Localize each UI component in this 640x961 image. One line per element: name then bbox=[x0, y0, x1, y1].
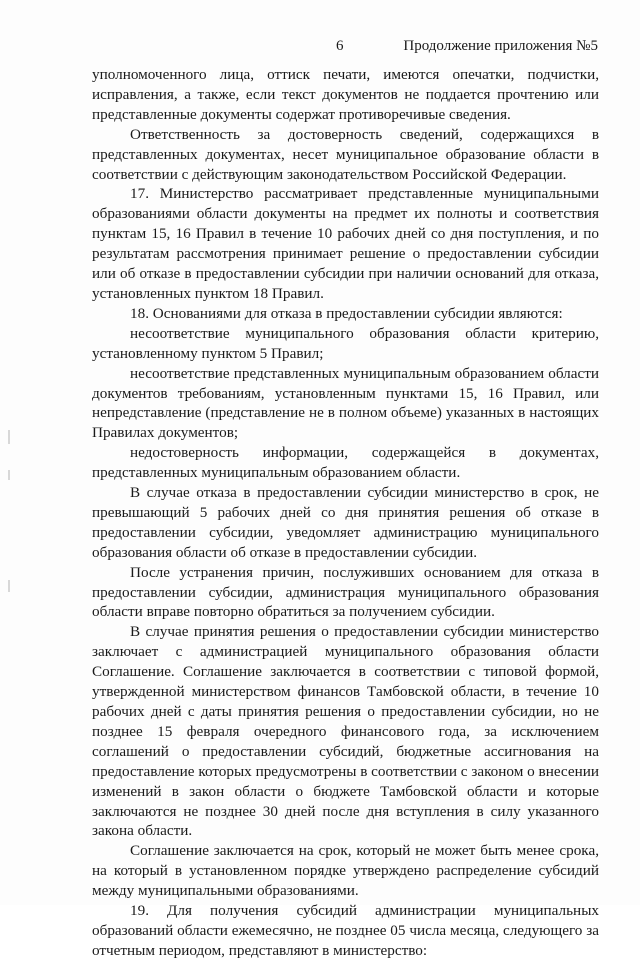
paragraph-agreement: В случае принятия решения о предоставлении субсидии министерство заключает с администрацией муниципального образования области Соглашение. Соглашение заключается в соответствии с типовой формой, утвержденной министерством финансов Тамбовской области, в течение 10 рабочих дней с даты принятия решения о предоставлении субсидии, но не позднее 15 февраля очередного финансового года, за исключением соглашений о предоставлении субсидий, бюджетные ассигнования на предоставление которых предусмотрены в соответствии с законом о внесении изменений в закон области о бюджете Тамбовской области и которые заключаются не позднее 30 дней после дня вступления в силу указанного закона области. bbox=[92, 623, 599, 840]
paragraph-reapplication: После устранения причин, послуживших основанием для отказа в предоставлении субсидии, администрация муниципального образования области вправе повторно обратиться за получением субсидии. bbox=[92, 563, 599, 621]
scan-edge-mark bbox=[8, 580, 10, 592]
document-body bbox=[92, 65, 599, 961]
appendix-continuation-label: Продолжение приложения №5 bbox=[403, 38, 598, 54]
paragraph-agreement-term: Соглашение заключается на срок, который не может быть менее срока, на который в установленном порядке утверждено распределение субсидий между муниципальными образованиями. bbox=[92, 842, 599, 900]
page-header bbox=[0, 38, 640, 58]
paragraph-refusal-reason-1: несоответствие муниципального образования области критерию, установленному пунктом 5 Правил; bbox=[92, 324, 599, 362]
paragraph-continued: уполномоченного лица, оттиск печати, имеются опечатки, подчистки, исправления, а также, если текст документов не поддается прочтению или представленные документы содержат противоречивые сведения. bbox=[92, 66, 599, 123]
paragraph-refusal-reason-2: несоответствие представленных муниципальным образованием области документов требованиям, установленным пунктами 15, 16 Правил, или непредставление (представление не в полном объеме) указанных в настоящих Правилах документов; bbox=[92, 364, 599, 442]
scan-edge-mark bbox=[8, 430, 10, 444]
scan-edge-mark bbox=[8, 470, 10, 480]
paragraph-refusal-notice: В случае отказа в предоставлении субсидии министерство в срок, не превышающий 5 рабочих дней со дня принятия решения об отказе в предоставлении субсидии, уведомляет администрацию муниципального образования области об отказе в предоставлении субсидии. bbox=[92, 484, 599, 561]
page-number: 6 bbox=[336, 38, 344, 54]
paragraph-responsibility: Ответственность за достоверность сведений, содержащихся в представленных документах, несет муниципальное образование области в соответствии с действующим законодательством Российской Федерации. bbox=[92, 125, 599, 183]
paragraph-item-17: 17. Министерство рассматривает представленные муниципальными образованиями области документы на предмет их полноты и соответствия пунктам 15, 16 Правил в течение 10 рабочих дней со дня поступления, и по результатам рассмотрения принимает решение о предоставлении субсидии или об отказе в предоставлении субсидии при наличии оснований для отказа, установленных пунктом 18 Правил. bbox=[92, 185, 599, 302]
paragraph-item-19: 19. Для получения субсидий администрации муниципальных образований области ежемесячно, не позднее 05 числа месяца, следующего за отчетным периодом, представляют в министерство: bbox=[92, 902, 599, 959]
paragraph-refusal-reason-3: недостоверность информации, содержащейся в документах, представленных муниципальным образованием области. bbox=[92, 444, 599, 482]
paragraph-item-18: 18. Основаниями для отказа в предоставлении субсидии являются: bbox=[130, 304, 563, 322]
